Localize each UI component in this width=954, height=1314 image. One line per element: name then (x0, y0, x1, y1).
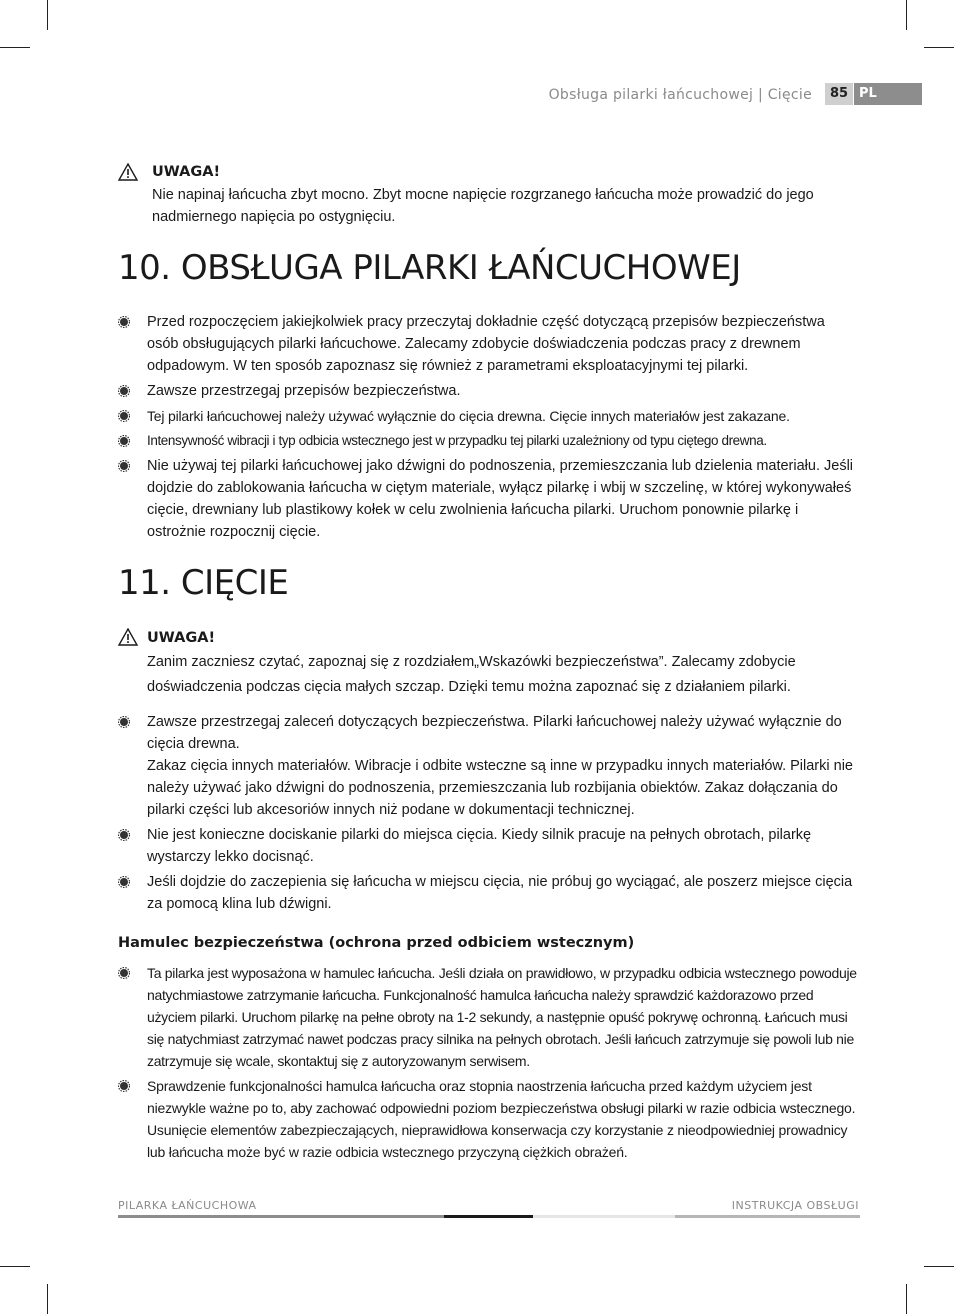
list-item-text: Jeśli dojdzie do zaczepienia się łańcucha w miejscu cięcia, nie próbuj go wyciągać, ale poszerz miejsce cięcia za pomocą klina lub dźwigni. (147, 874, 853, 912)
crop-mark (924, 1266, 954, 1267)
warning-label: UWAGA! (147, 630, 216, 646)
warning-label: UWAGA! (152, 164, 221, 180)
crop-mark (47, 0, 48, 30)
list-item (118, 405, 860, 427)
crop-mark (924, 47, 954, 48)
gear-bullet-icon (118, 435, 130, 447)
gear-bullet-icon (118, 410, 130, 422)
list-item (118, 824, 860, 868)
gear-bullet-icon (118, 876, 130, 888)
gear-bullet-icon (118, 1080, 130, 1092)
warning-text (152, 184, 814, 228)
brake-list (118, 962, 860, 1166)
warning-line: doświadczenia podczas cięcia małych szczap. Dzięki temu można zapoznać się z działaniem pilarki. (147, 679, 791, 695)
footer-product-name: PILARKA ŁAŃCUCHOWA (118, 1199, 257, 1212)
list-item (118, 871, 860, 915)
running-header: Obsługa pilarki łańcuchowej | Cięcie (548, 87, 812, 103)
list-item (118, 1075, 860, 1163)
list-item-text: Przed rozpoczęciem jakiejkolwiek pracy przeczytaj dokładnie część dotyczącą przepisów bezpieczeństwa osób obsługujących pilarki łańcuchowe. Zalecamy zdobycie doświadczenia podczas pracy z drewnem odpadowym. W ten sposób zapoznasz się również z parametrami eksploatacyjnymi tej pilarki. (147, 314, 825, 374)
list-item (118, 430, 860, 452)
section-title-10: 10. OBSŁUGA PILARKI ŁAŃCUCHOWEJ (118, 248, 741, 288)
crop-mark (47, 1284, 48, 1314)
list-item-text: Tej pilarki łańcuchowej należy używać wyłącznie do cięcia drewna. Cięcie innych materiałów jest zakazane. (147, 408, 790, 424)
list-item (118, 311, 860, 377)
gear-bullet-icon (118, 316, 130, 328)
gear-bullet-icon (118, 967, 130, 979)
crop-mark (0, 47, 30, 48)
crop-mark (906, 1284, 907, 1314)
gear-bullet-icon (118, 829, 130, 841)
warning-text (147, 650, 796, 700)
list-item-text: Ta pilarka jest wyposażona w hamulec łańcucha. Jeśli działa on prawidłowo, w przypadku odbicia wstecznego powoduje natychmiastowe zatrzymanie łańcucha. Funkcjonalność hamulca łańcucha należy sprawdzić każdorazowo przed użyciem pilarki. Uruchom pilarkę na pełne obroty na 1-2 sekundy, a następnie opuść pokrywę ochronną. Łańcuch musi się natychmiast zatrzymać nawet podczas pracy silnika na pełnych obrotach. Jeśli łańcuch zatrzymuje się powoli lub nie zatrzymuje się wcale, skontaktuj się z autoryzowanym serwisem. (147, 965, 857, 1069)
gear-bullet-icon (118, 385, 130, 397)
language-badge: PL (854, 83, 922, 105)
list-item-text: Intensywność wibracji i typ odbicia wstecznego jest w przypadku tej pilarki uzależniony od typu ciętego drewna. (147, 433, 767, 448)
list-item-text: Nie używaj tej pilarki łańcuchowej jako dźwigni do podnoszenia, przemieszczania lub dzielenia materiału. Jeśli dojdzie do zablokowania łańcucha w ciętym materiale, wyłącz pilarkę i wbij w szczelinę, w której wykonywałeś cięcie, drewniany lub plastikowy kołek w celu zwolnienia łańcucha pilarki. Uruchom ponownie pilarkę i ostrożnie rozpocznij cięcie. (147, 458, 854, 540)
crop-mark (0, 1266, 30, 1267)
footer-rule (118, 1215, 444, 1218)
footer-doc-type: INSTRUKCJA OBSŁUGI (731, 1199, 859, 1212)
footer-rule (533, 1215, 675, 1218)
crop-mark (906, 0, 907, 30)
subheading-brake: Hamulec bezpieczeństwa (ochrona przed odbiciem wstecznym) (118, 935, 635, 951)
warning-triangle-icon (118, 628, 138, 646)
section-title-11: 11. CIĘCIE (118, 563, 289, 603)
warning-triangle-icon (118, 163, 138, 181)
section-11-list (118, 711, 860, 918)
list-item (118, 455, 860, 543)
list-item-text: Nie jest konieczne dociskanie pilarki do miejsca cięcia. Kiedy silnik pracuje na pełnych obrotach, pilarkę wystarczy lekko docisnąć. (147, 827, 812, 865)
list-item-text-continued: Zakaz cięcia innych materiałów. Wibracje i odbite wsteczne są inne w przypadku innych materiałów. Pilarki nie należy używać jako dźwigni do podnoszenia, przemieszczania lub rozbijania obiektów. Zakaz dołączania do pilarki części lub akcesoriów innych niż podane w dokumentacji technicznej. (147, 758, 853, 818)
footer-rule (675, 1215, 860, 1218)
gear-bullet-icon (118, 460, 130, 472)
footer-rule (444, 1215, 533, 1218)
warning-line: Zanim zaczniesz czytać, zapoznaj się z rozdziałem„Wskazówki bezpieczeństwa”. Zalecamy zdobycie (147, 654, 796, 670)
list-item (118, 962, 860, 1072)
list-item-text: Zawsze przestrzegaj zaleceń dotyczących bezpieczeństwa. Pilarki łańcuchowej należy używać wyłącznie do cięcia drewna. (147, 714, 842, 752)
warning-line: nadmiernego napięcia po ostygnięciu. (152, 209, 396, 225)
section-10-list (118, 311, 860, 546)
list-item (118, 711, 860, 821)
gear-bullet-icon (118, 716, 130, 728)
page-number: 85 (825, 83, 853, 105)
list-item-text: Zawsze przestrzegaj przepisów bezpieczeństwa. (147, 383, 461, 399)
list-item-text: Sprawdzenie funkcjonalności hamulca łańcucha oraz stopnia naostrzenia łańcucha przed każdym użyciem jest niezwykle ważne po to, aby zachować odpowiedni poziom bezpieczeństwa obsługi pilarki w razie odbicia wstecznego. Usunięcie elementów zabezpieczających, nieprawidłowa konserwacja czy korzystanie z nieodpowiedniej prowadnicy lub łańcucha może być w razie odbicia wstecznego przyczyną ciężkich obrażeń. (147, 1078, 856, 1160)
list-item (118, 380, 860, 402)
warning-line: Nie napinaj łańcucha zbyt mocno. Zbyt mocne napięcie rozgrzanego łańcucha może prowadzić do jego (152, 187, 814, 203)
